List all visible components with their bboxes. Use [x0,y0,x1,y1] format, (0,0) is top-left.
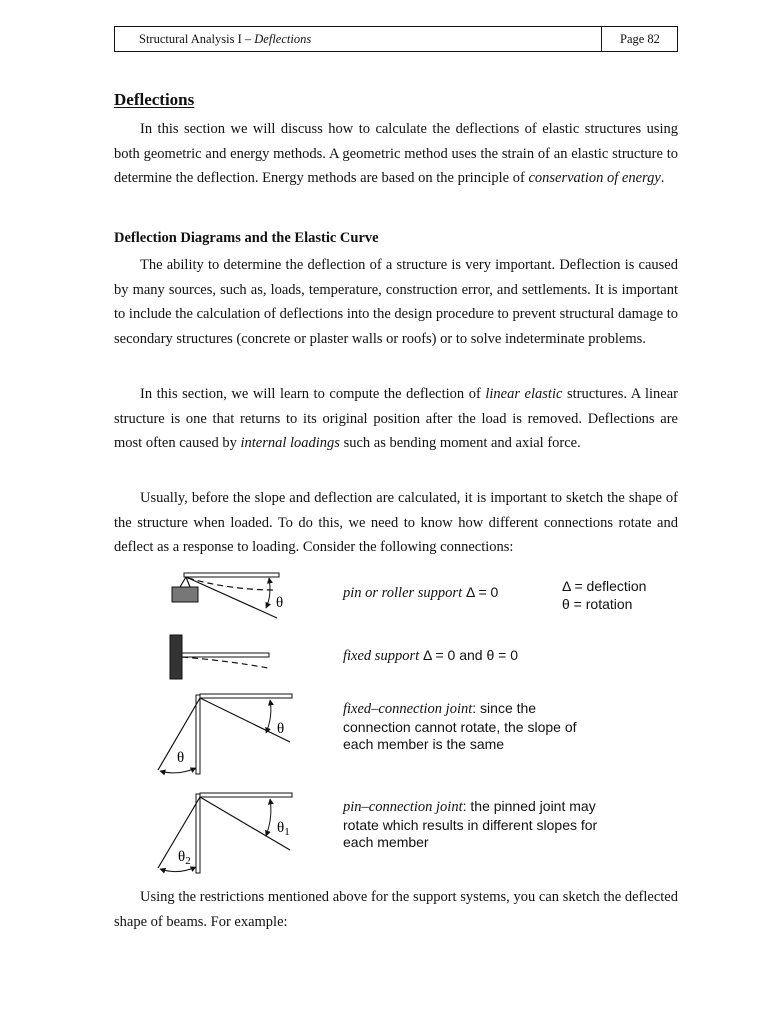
beam-rotation-arrow [266,700,271,733]
pin-joint-label: pin–connection joint [343,799,463,815]
legend-rotation: θ = rotation [562,595,633,612]
header-dash: – [241,32,255,46]
beam [184,573,279,577]
linear-italic-1: linear elastic [485,386,563,402]
deflected-curve [182,657,268,668]
theta-label-column: θ [177,750,185,766]
pin-joint-figure [158,793,292,873]
beam [200,694,292,698]
fixed-support-label: fixed support [343,648,420,664]
theta1-label: $\theta_1$ [277,820,290,838]
fixed-joint-note [343,700,598,754]
fixed-joint-figure [158,694,292,774]
paragraph-sketch: Usually, before the slope and deflection are calculated, it is important to sketch the shape of the structure when loaded. To do this, we need to know how different connections rotate and deflect as a response to loading. Consider the following connections: [114,490,678,556]
rotation-arrow [266,578,270,608]
intro-italic: conservation of energy [528,170,661,187]
pin-joint-note [343,798,598,852]
pin-support-figure [172,573,283,618]
legend-deflection: Δ = deflection [562,578,647,594]
header-topic: Deflections [254,32,312,46]
legend [562,578,646,613]
pin-support-note [343,584,498,603]
paragraph-importance: The ability to determine the deflection of a structure is very important. Deflection is caused by many sources, such as, loads, temperature, construction error, and settlements. It is important to include the calculation of deflections into the design procedure to prevent structural damage to secondary structures (concrete or plaster walls or roofs) or to solve indeterminate problems. [114,257,678,348]
theta-label: θ [277,721,285,737]
fixed-support-note [343,647,518,666]
intro-end: . [660,170,665,187]
fixed-wall [170,635,182,679]
pin-joint-text: : the pinned joint may rotate which results in different slopes for each member [343,798,598,850]
linear-text-b: structures. A linear structure is one that returns to its original position after the load is removed. Deflections are most often caused by [114,386,678,452]
fixed-joint-text: : since the connection cannot rotate, the slope of each member is the same [343,700,577,752]
beam [200,793,292,797]
linear-text-c: such as bending moment and axial force. [339,435,581,452]
pin-support-eq: Δ = 0 [462,584,499,600]
fixed-support-figure [170,635,269,679]
intro-text: In this section we will discuss how to calculate the deflections of elastic structures using both geometric and energy methods. A geometric method uses the strain of an elastic structure to determine the deflection. Energy methods are based on the principle of [114,121,678,187]
rotated-beam [186,577,277,618]
column-rotation-arrow [160,768,196,773]
theta-label: θ [276,595,284,611]
beam [182,653,269,657]
header-course: Structural Analysis I [139,32,242,46]
fixed-support-eq: Δ = 0 and θ = 0 [419,647,518,663]
linear-italic-2: internal loadings [240,435,340,452]
subsection-title: Deflection Diagrams and the Elastic Curve [114,230,379,246]
fixed-joint-label: fixed–connection joint [343,701,473,717]
paragraph-example: Using the restrictions mentioned above for the support systems, you can sketch the deflected shape of beams. For example: [114,889,678,930]
theta2-label: $\theta_2$ [178,849,191,867]
linear-text-a: In this section, we will learn to compute the deflection of [140,386,486,402]
pin-support-label: pin or roller support [343,585,463,601]
beam-rotation-arrow [266,799,271,836]
column-rotation-arrow [160,867,196,872]
header-page-number: Page 82 [601,27,677,51]
column [196,695,200,774]
support-block [172,587,198,602]
column [196,794,200,873]
section-title: Deflections [114,90,195,109]
